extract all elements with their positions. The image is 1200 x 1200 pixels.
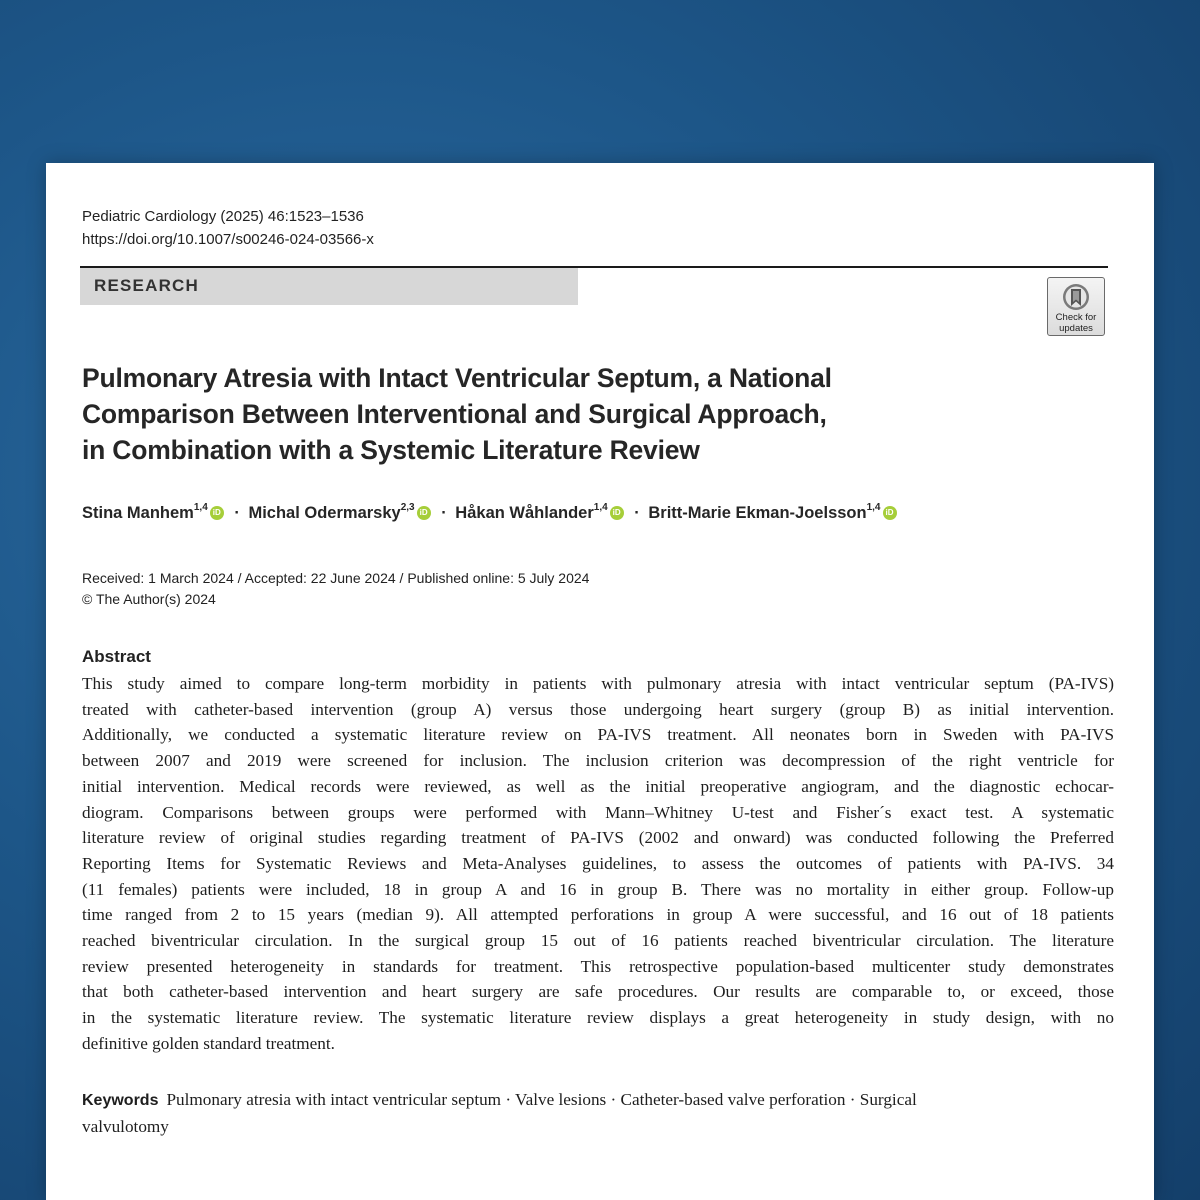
title-line: Pulmonary Atresia with Intact Ventricular Septum, a National bbox=[82, 363, 832, 393]
author-separator: · bbox=[234, 504, 240, 522]
abstract-line: reached biventricular circulation. In the surgical group 15 out of 16 patients reached biventricular circulation. The literature bbox=[82, 931, 1114, 951]
publication-dates bbox=[82, 568, 589, 610]
abstract-line: time ranged from 2 to 15 years (median 9). All attempted perforations in group A were successful, and 16 out of 18 patients bbox=[82, 905, 1114, 925]
abstract-line: review presented heterogeneity in standards for treatment. This retrospective population-based multicenter study demonstrates bbox=[82, 956, 1114, 976]
abstract-line: Additionally, we conducted a systematic literature review on PA-IVS treatment. All neonates born in Sweden with PA-IVS bbox=[82, 725, 1114, 745]
author-name[interactable]: Michal Odermarsky bbox=[248, 504, 401, 522]
abstract-line: between 2007 and 2019 were screened for inclusion. The inclusion criterion was decompression of the right ventricle for bbox=[82, 751, 1114, 771]
abstract-line: (11 females) patients were included, 18 in group A and 16 in group B. There was no mortality in either group. Follow-up bbox=[82, 879, 1114, 899]
keywords-list-continued: valvulotomy bbox=[82, 1116, 169, 1136]
abstract-line: in the systematic literature review. The systematic literature review displays a great heterogeneity in study design, with no bbox=[82, 1008, 1114, 1028]
section-band bbox=[80, 268, 578, 305]
check-updates-line2: updates bbox=[1059, 323, 1093, 334]
author-list bbox=[82, 504, 899, 523]
author-separator: · bbox=[441, 504, 447, 522]
article-title bbox=[82, 360, 982, 468]
check-for-updates-badge[interactable] bbox=[1047, 277, 1105, 336]
journal-citation: Pediatric Cardiology (2025) 46:1523–1536 bbox=[82, 208, 364, 225]
orcid-icon[interactable]: iD bbox=[883, 506, 897, 520]
copyright-line: © The Author(s) 2024 bbox=[82, 591, 216, 607]
abstract-line: treated with catheter-based intervention (group A) versus those undergoing heart surgery (group B) as initial intervention. bbox=[82, 699, 1114, 719]
author-name[interactable]: Britt-Marie Ekman-Joelsson bbox=[648, 504, 867, 522]
dates-line: Received: 1 March 2024 / Accepted: 22 June 2024 / Published online: 5 July 2024 bbox=[82, 570, 590, 586]
orcid-icon[interactable]: iD bbox=[417, 506, 431, 520]
title-line: in Combination with a Systemic Literature Review bbox=[82, 435, 700, 465]
keywords-label: Keywords bbox=[82, 1092, 159, 1109]
orcid-icon[interactable]: iD bbox=[610, 506, 624, 520]
abstract-line: that both catheter-based intervention and heart surgery are safe procedures. Our results are comparable to, or exceed, those bbox=[82, 982, 1114, 1002]
abstract-line: literature review of original studies regarding treatment of PA-IVS (2002 and onward) was conducted following the Preferred bbox=[82, 828, 1114, 848]
abstract-body bbox=[82, 671, 1114, 1057]
abstract-line: This study aimed to compare long-term morbidity in patients with pulmonary atresia with intact ventricular septum (PA-IVS) bbox=[82, 674, 1114, 693]
abstract-line: initial intervention. Medical records were reviewed, as well as the initial preoperative angiogram, and the diagnostic echocar- bbox=[82, 776, 1114, 796]
check-for-updates-icon bbox=[1061, 282, 1091, 312]
keywords-section bbox=[82, 1087, 1114, 1139]
abstract-line: Reporting Items for Systematic Reviews and Meta-Analyses guidelines, to assess the outcomes of patients with PA-IVS. 34 bbox=[82, 853, 1114, 873]
abstract-heading: Abstract bbox=[82, 647, 151, 666]
abstract-line: definitive golden standard treatment. bbox=[82, 1033, 335, 1053]
orcid-icon[interactable]: iD bbox=[210, 506, 224, 520]
author-affiliation: 1,4 bbox=[593, 502, 608, 513]
abstract-line: diogram. Comparisons between groups were performed with Mann–Whitney U-test and Fisher´s exact test. A systematic bbox=[82, 802, 1114, 822]
paper-page bbox=[46, 163, 1154, 1200]
author-name[interactable]: Stina Manhem bbox=[82, 504, 194, 522]
author-affiliation: 1,4 bbox=[866, 502, 881, 513]
title-line: Comparison Between Interventional and Surgical Approach, bbox=[82, 399, 827, 429]
section-label: RESEARCH bbox=[94, 276, 200, 295]
author-separator: · bbox=[634, 504, 640, 522]
doi-link[interactable]: https://doi.org/10.1007/s00246-024-03566-x bbox=[82, 231, 374, 248]
author-affiliation: 1,4 bbox=[193, 502, 208, 513]
author-name[interactable]: Håkan Wåhlander bbox=[455, 504, 594, 522]
keywords-list: Pulmonary atresia with intact ventricular septum · Valve lesions · Catheter-based valve perforation · Surgical bbox=[166, 1090, 917, 1109]
author-affiliation: 2,3 bbox=[400, 502, 415, 513]
check-updates-line1: Check for bbox=[1055, 312, 1097, 323]
